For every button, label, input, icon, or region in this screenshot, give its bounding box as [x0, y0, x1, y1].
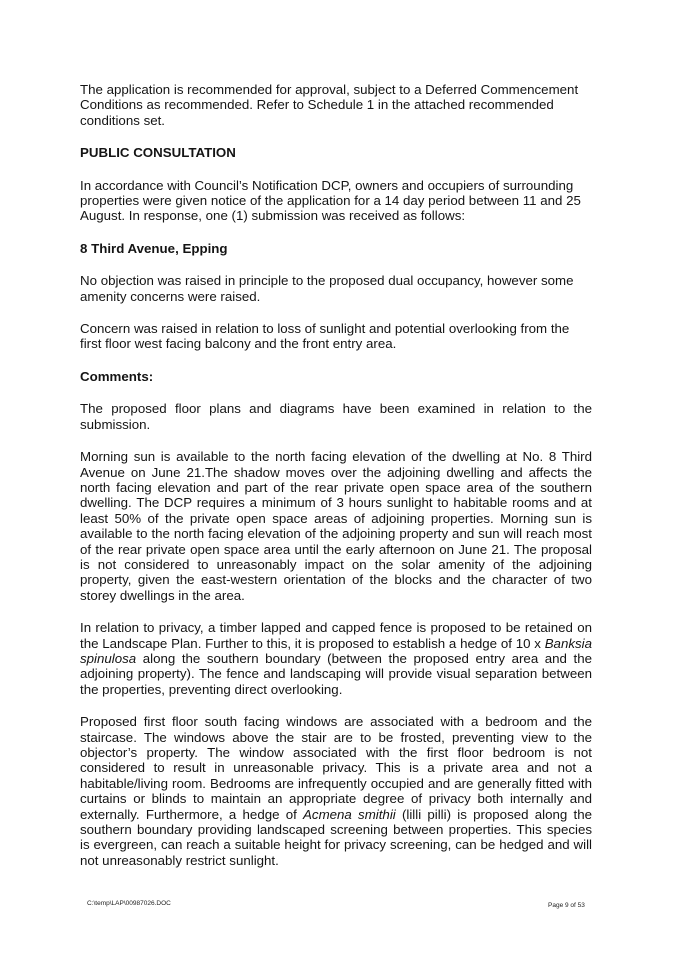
privacy-paragraph: [80, 620, 592, 697]
document-body: [80, 82, 592, 885]
windows-species-name: Acmena smithii: [303, 806, 396, 822]
comments-intro-paragraph: The proposed floor plans and diagrams have been examined in relation to the submission.: [80, 401, 592, 432]
windows-text-2: (lilli pilli) is proposed along the southern boundary providing landscaped screening between properties. This species is evergreen, can reach a suitable height for privacy screening, can be hedged and will not unreasonably restrict sunlight.: [80, 806, 592, 868]
concern-paragraph: Concern was raised in relation to loss of sunlight and potential overlooking from the first floor west facing balcony and the front entry area.: [80, 321, 570, 352]
sunlight-paragraph: Morning sun is available to the north facing elevation of the dwelling at No. 8 Third Avenue on June 21.The shadow moves over the adjoining dwelling and affects the north facing elevation and part of the rear private open space area of the southern dwelling. The DCP requires a minimum of 3 hours sunlight to habitable rooms and at least 50% of the private open space areas of adjoining properties. Morning sun is available to the north facing elevation of the adjoining property and sun will reach most of the rear private open space area until the early afternoon on June 21. The proposal is not considered to unreasonably impact on the solar amenity of the adjoining property, given the east-western orientation of the blocks and the character of two storey dwellings in the area.: [80, 449, 592, 603]
no-objection-paragraph: No objection was raised in principle to the proposed dual occupancy, however some amenity concerns were raised.: [80, 273, 574, 304]
footer-page-number: Page 9 of 53: [548, 902, 585, 909]
privacy-text-1: In relation to privacy, a timber lapped and capped fence is proposed to be retained on the Landscape Plan. Further to this, it is proposed to establish a hedge of 10 x: [80, 620, 592, 651]
privacy-text-2: along the southern boundary (between the proposed entry area and the adjoining property). The fence and landscaping will provide visual separation between the properties, preventing direct overlooking.: [80, 650, 592, 697]
public-consultation-heading: PUBLIC CONSULTATION: [80, 145, 236, 161]
address-heading: 8 Third Avenue, Epping: [80, 240, 228, 256]
comments-heading: Comments:: [80, 368, 154, 384]
windows-text-1: Proposed first floor south facing windows are associated with a bedroom and the staircase. The windows above the stair are to be frosted, preventing view to the objector’s property. The window associated with the first floor bedroom is not considered to result in unreasonable privacy. This is a private area and not a habitable/living room. Bedrooms are infrequently occupied and are generally fitted with curtains or blinds to maintain an appropriate degree of privacy both internally and externally. Furthermore, a hedge of: [80, 714, 592, 822]
privacy-species-name: Banksia spinulosa: [80, 635, 592, 666]
footer-file-path: C:\temp\LAP\00987026.DOC: [87, 900, 171, 907]
consultation-paragraph: In accordance with Council’s Notification DCP, owners and occupiers of surrounding properties were given notice of the application for a 14 day period between 11 and 25 August. In response, one (1) submission was received as follows:: [80, 177, 581, 224]
intro-paragraph: The application is recommended for approval, subject to a Deferred Commencement Conditions as recommended. Refer to Schedule 1 in the attached recommended conditions set.: [80, 82, 579, 128]
windows-paragraph: [80, 714, 592, 868]
